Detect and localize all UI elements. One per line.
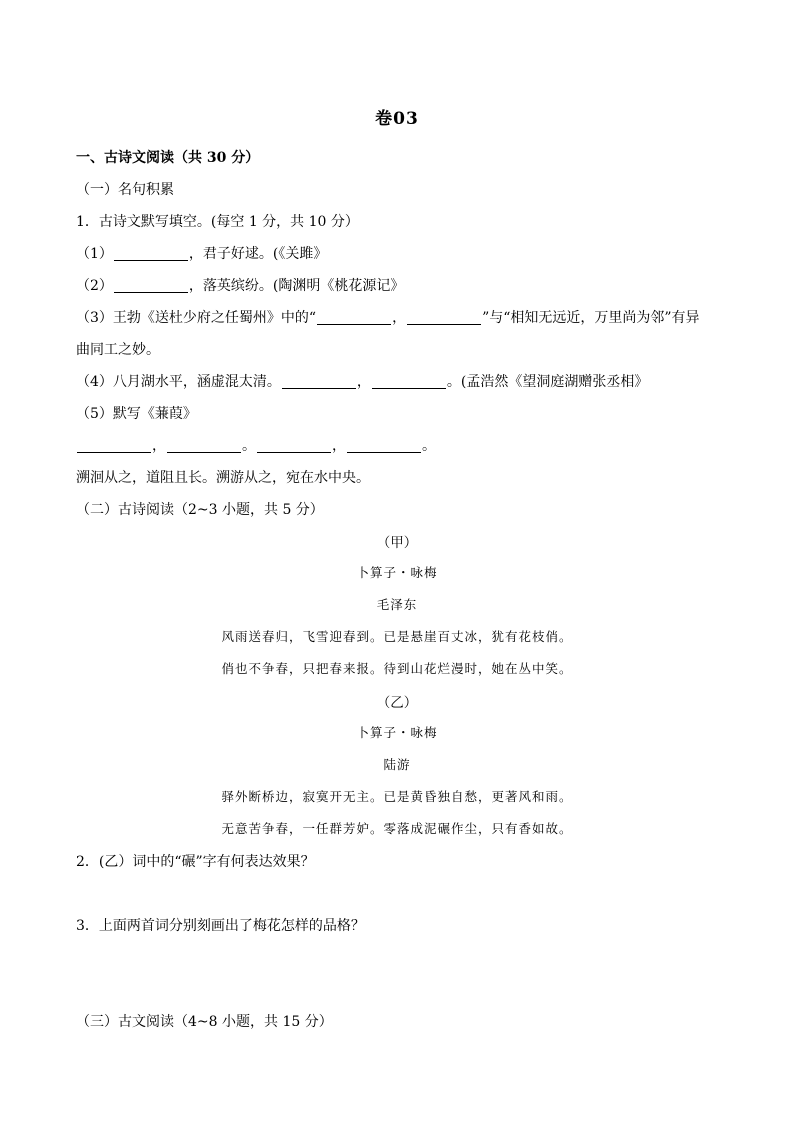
poem-author: 陆游 [383, 757, 411, 772]
page-title: 卷03 [375, 109, 419, 129]
item-separator: ， [392, 310, 407, 326]
item-text: ”与“相知无远近，万里尚为邻”有异 [482, 310, 700, 326]
question-1-3 [76, 307, 700, 327]
item-separator: ， [152, 438, 166, 454]
item-text: 。(孟浩然《望洞庭湖赠张丞相》 [446, 374, 649, 390]
item-text: ，落英缤纷。(陶渊明《桃花源记》 [188, 278, 405, 294]
item-separator: ， [332, 438, 346, 454]
poem-label: （乙） [376, 695, 418, 711]
subsection-heading: （一）名句积累 [76, 182, 174, 198]
subsection-heading: （二）古诗阅读（2~3 小题，共 5 分） [76, 502, 324, 518]
poem-line: 无意苦争春，一任群芳妒。零落成泥碾作尘，只有香如故。 [221, 821, 573, 836]
poem-label: （甲） [376, 535, 418, 551]
question-1-3-continued: 曲同工之妙。 [76, 342, 160, 358]
fill-blank [317, 310, 391, 325]
question-1-5-blanks [76, 435, 436, 455]
item-text: ，君子好逑。(《关雎》 [188, 246, 328, 262]
question-1-5: （5）默写《蒹葭》 [76, 406, 197, 422]
poem-line: 风雨送春归，飞雪迎春到。已是悬崖百丈冰，犹有花枝俏。 [221, 629, 573, 644]
fill-blank [407, 310, 481, 325]
item-number: （1） [76, 246, 113, 262]
poem-author: 毛泽东 [376, 597, 418, 612]
poem-title: 卜算子・咏梅 [356, 565, 438, 580]
poem-line: 俏也不争春，只把春来报。待到山花烂漫时，她在丛中笑。 [221, 661, 573, 676]
fill-blank [372, 374, 446, 389]
fill-blank [167, 438, 241, 453]
question-1-5-tail: 溯洄从之，道阻且长。溯游从之，宛在水中央。 [76, 470, 370, 486]
poem-title: 卜算子・咏梅 [356, 725, 438, 740]
question-3: 3．上面两首词分别刻画出了梅花怎样的品格？ [76, 918, 365, 934]
question-1-4 [76, 371, 648, 391]
question-2: 2．(乙）词中的“碾”字有何表达效果？ [76, 854, 315, 870]
fill-blank [347, 438, 421, 453]
question-1-1 [76, 243, 327, 263]
item-text: （4）八月湖水平，涵虚混太清。 [76, 374, 281, 390]
item-separator: 。 [242, 438, 256, 454]
fill-blank [282, 374, 356, 389]
poem-line: 驿外断桥边，寂寞开无主。已是黄昏独自愁，更著风和雨。 [221, 789, 573, 804]
subsection-heading: （三）古文阅读（4~8 小题，共 15 分） [76, 1014, 333, 1030]
item-text: （3）王勃《送杜少府之任蜀州》中的“ [76, 310, 317, 326]
question-1-2 [76, 275, 404, 295]
question-1-stem: 1．古诗文默写填空。(每空 1 分，共 10 分） [76, 214, 359, 230]
fill-blank [77, 438, 151, 453]
item-number: （2） [76, 278, 113, 294]
item-separator: 。 [422, 438, 436, 454]
fill-blank [114, 278, 188, 293]
item-separator: ， [356, 374, 371, 390]
section-heading: 一、古诗文阅读（共 30 分） [76, 150, 260, 166]
fill-blank [257, 438, 331, 453]
fill-blank [114, 246, 188, 261]
